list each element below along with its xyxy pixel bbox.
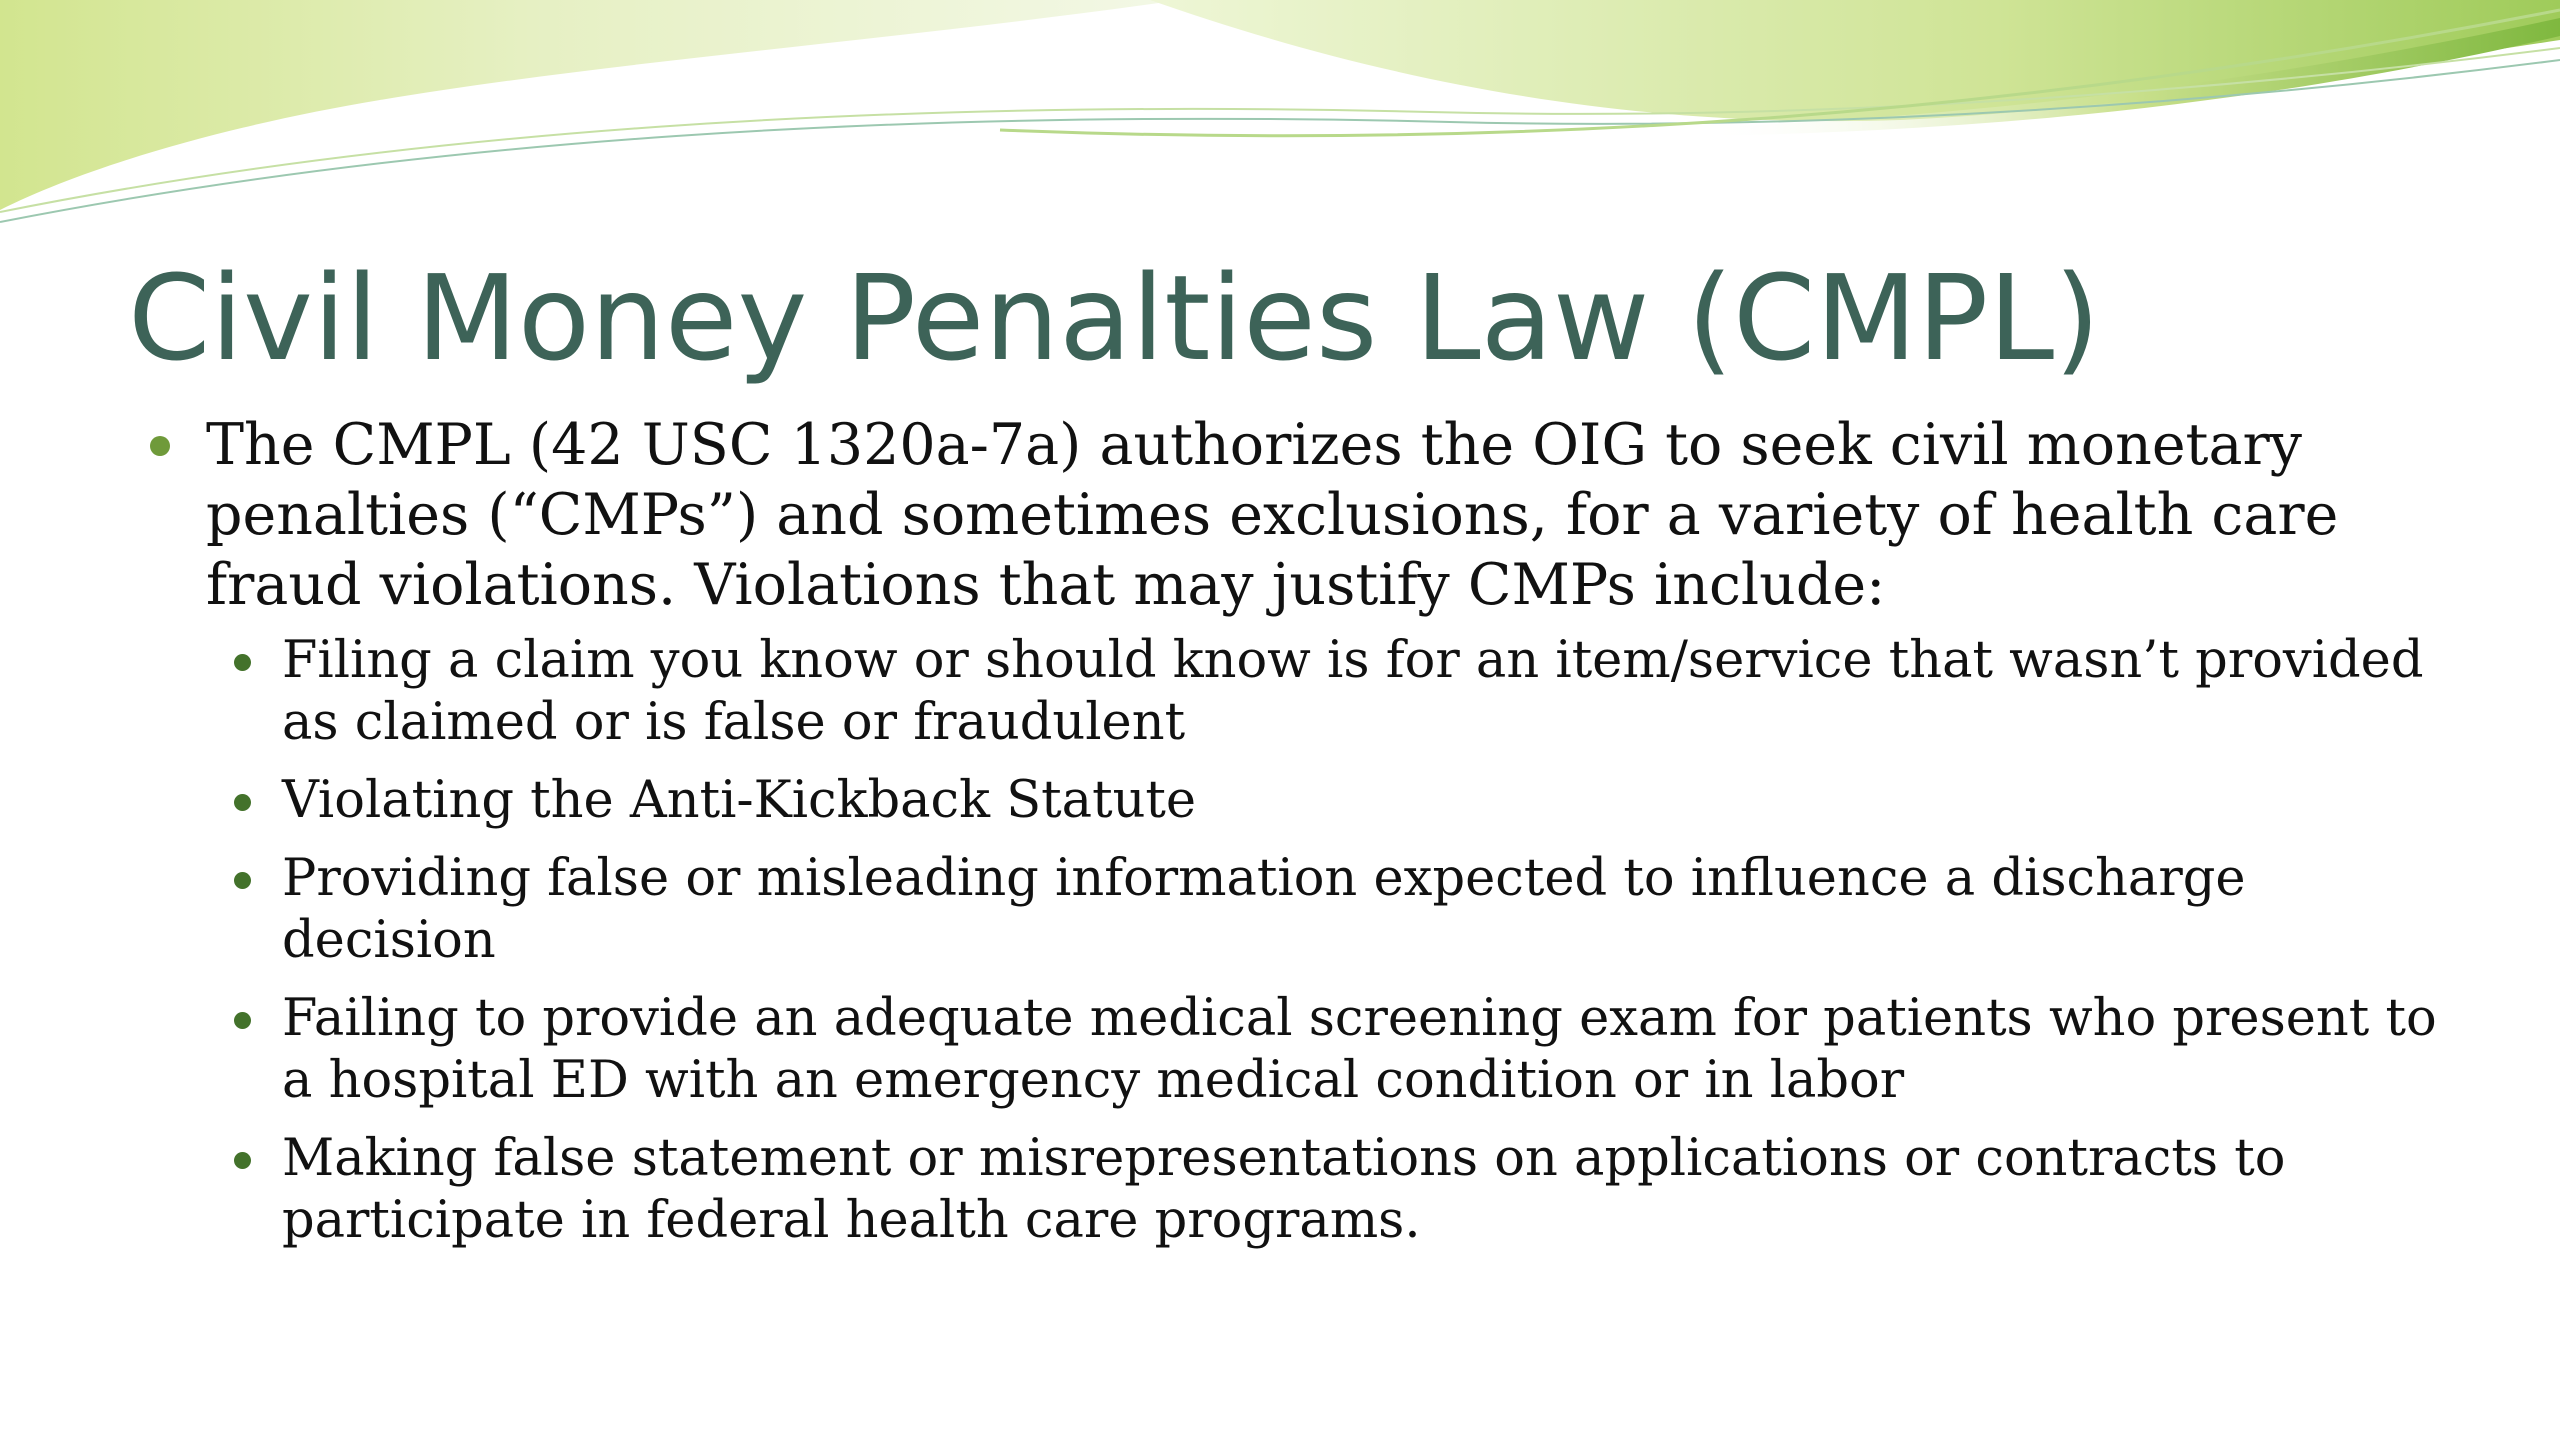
- intro-text: The CMPL (42 USC 1320a-7a) authorizes the OIG to seek civil monetary penalties (“CMPs”) and sometimes exclusions, for a variety of health care fraud violations. Violations that may justify CMPs include:: [206, 412, 2339, 618]
- violation-text: Failing to provide an adequate medical screening exam for patients who present to a hospital ED with an emergency medical condition or in labor: [282, 989, 2437, 1110]
- violation-text: Violating the Anti-Kickback Statute: [282, 771, 1197, 830]
- bullet-dot-icon: [234, 1012, 251, 1029]
- bullet-dot-icon: [234, 794, 251, 811]
- violation-text: Filing a claim you know or should know is for an item/service that wasn’t provided as claimed or is false or fraudulent: [282, 631, 2424, 752]
- bullet-dot-icon: [234, 1152, 251, 1169]
- intro-bullet: [140, 410, 2440, 620]
- violation-text: Providing false or misleading information expected to influence a discharge decision: [282, 849, 2246, 970]
- violation-text: Making false statement or misrepresentations on applications or contracts to participate in federal health care programs.: [282, 1129, 2286, 1250]
- header-wave-decoration: [0, 0, 2560, 260]
- violation-item: [140, 770, 2440, 832]
- bullet-dot-icon: [150, 436, 170, 456]
- bullet-dot-icon: [234, 654, 251, 671]
- violation-item: [140, 630, 2440, 754]
- violation-item: [140, 848, 2440, 972]
- violations-list: [140, 630, 2440, 1252]
- violation-item: [140, 1128, 2440, 1252]
- bullet-dot-icon: [234, 872, 251, 889]
- violation-item: [140, 988, 2440, 1112]
- slide-title: Civil Money Penalties Law (CMPL): [128, 249, 2101, 387]
- slide-body: [140, 410, 2440, 1268]
